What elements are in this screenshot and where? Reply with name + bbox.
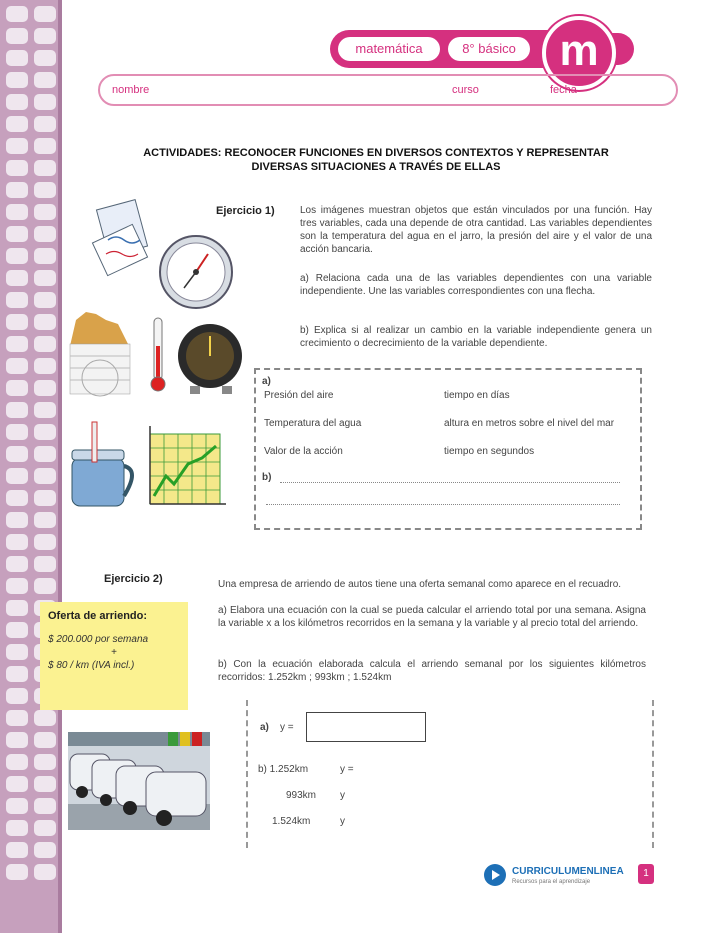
answer-row-3-km: 1.524km [272,816,311,827]
binder-hole [34,226,56,242]
binder-hole [34,798,56,814]
binder-hole [6,754,28,770]
binder-hole [6,6,28,22]
binder-hole [6,402,28,418]
binder-hole [6,226,28,242]
binder-hole [6,600,28,616]
answer-row-1-y: y = [340,764,354,775]
binder-holes [6,6,56,880]
binder-hole [34,270,56,286]
binder-hole [34,842,56,858]
binder-hole [34,358,56,374]
binder-hole [34,402,56,418]
page-number: 1 [638,864,654,884]
binder-hole [34,380,56,396]
binder-hole [6,138,28,154]
binder-strip [0,0,62,933]
offer-plus: + [111,647,117,658]
binder-hole [6,688,28,704]
binder-hole [6,776,28,792]
worksheet-title [96,146,656,174]
binder-hole [34,754,56,770]
answer-row-2-km: 993km [286,790,317,801]
binder-hole [6,842,28,858]
grade-pill: 8° básico [448,37,530,61]
binder-hole [34,50,56,66]
binder-hole [34,512,56,528]
binder-hole [34,732,56,748]
binder-hole [6,424,28,440]
binder-hole [6,798,28,814]
answer-line-1[interactable] [280,482,620,483]
binder-hole [6,732,28,748]
answer-line-2[interactable] [266,504,620,505]
exercise1-illustrations [66,196,256,516]
binder-hole [6,864,28,880]
binder-hole [34,116,56,132]
binder-hole [34,248,56,264]
thermometer-icon [151,318,165,391]
binder-hole [6,336,28,352]
date-label: fecha [550,84,577,96]
exercise1-label: Ejercicio 1) [216,205,275,217]
footer-subtitle: Recursos para el aprendizaje [512,879,591,885]
binder-hole [6,270,28,286]
answer-b-label: b) 1.252km [258,764,309,775]
subject-pill: matemática [338,37,440,61]
offer-title: Oferta de arriendo: [48,610,148,622]
binder-hole [6,204,28,220]
binder-hole [6,94,28,110]
binder-hole [6,710,28,726]
binder-hole [6,116,28,132]
equation-answer-box[interactable] [306,712,426,742]
binder-hole [34,534,56,550]
cars-photo [68,732,210,830]
binder-hole [6,468,28,484]
binder-hole [34,314,56,330]
line-graph-icon [150,426,226,504]
part-a-label: a) [262,376,271,387]
student-info-bar [98,74,678,106]
binder-hole [34,204,56,220]
binder-hole [34,6,56,22]
binder-hole [34,776,56,792]
binder-hole [34,72,56,88]
binder-hole [34,336,56,352]
independent-var-2: altura en metros sobre el nivel del mar [444,418,615,429]
binder-hole [34,820,56,836]
binder-hole [6,446,28,462]
binder-hole [6,556,28,572]
offer-weekly-price: $ 200.000 por semana [48,634,149,645]
binder-hole [34,490,56,506]
kettle-icon [72,422,132,506]
exercise2-task-a: a) Elabora una ecuación con la cual se pueda calcular el arriendo total por una semana. Asigna la variable x a los kilómetros recorridos en la semana y la variable y al precio total del arriendo. [218,605,646,629]
binder-hole [6,820,28,836]
stopwatch-icon [178,324,242,394]
binder-hole [6,358,28,374]
offer-per-km-price: $ 80 / km (IVA incl.) [48,660,135,671]
binder-hole [6,578,28,594]
binder-hole [6,248,28,264]
binder-hole [34,446,56,462]
answer-row-3-y: y [340,816,345,827]
exercise2-intro: Una empresa de arriendo de autos tiene una oferta semanal como aparece en el recuadro. [218,579,622,590]
binder-hole [6,512,28,528]
binder-hole [34,424,56,440]
name-label: nombre [112,84,150,96]
play-icon [484,864,506,886]
binder-edge [58,0,62,933]
binder-hole [6,666,28,682]
binder-hole [6,534,28,550]
title-line-1: ACTIVIDADES: RECONOCER FUNCIONES EN DIVERSOS CONTEXTOS Y REPRESENTAR [143,147,609,159]
binder-hole [34,292,56,308]
binder-hole [6,28,28,44]
binder-hole [34,468,56,484]
binder-hole [6,622,28,638]
binder-hole [6,182,28,198]
footer-brand: CURRICULUMENLINEA [512,866,624,877]
binder-hole [34,94,56,110]
dependent-var-3: Valor de la acción [264,446,343,457]
binder-hole [34,160,56,176]
binder-hole [34,864,56,880]
binder-hole [34,138,56,154]
dependent-var-1: Presión del aire [264,390,334,401]
binder-hole [6,160,28,176]
exercise1-task-b: b) Explica si al realizar un cambio en la variable independiente genera un crecimiento o decrecimiento de la variable dependiente. [300,325,652,349]
exercise1-intro: Los imágenes muestran objetos que están vinculados por una función. Hay tres variables, cada una depende de otra cantidad. Las variables dependientes son la temperatura del agua en el jarro, la presión del aire y el valor de una acción bancaria. [300,205,652,255]
course-label: curso [452,84,479,96]
barometer-icon [160,236,232,308]
binder-hole [34,182,56,198]
exercise2-task-b: b) Con la ecuación elaborada calcula el arriendo semanal por los siguientes kilómetros recorridos: 1.252km ; 993km ; 1.524km [218,659,646,683]
dependent-var-2: Temperatura del agua [264,418,362,429]
answer-a-equation: y = [280,722,294,733]
exercise1-task-a: a) Relaciona cada una de las variables dependientes con una variable independiente. Une las variables correspondientes con una flecha. [300,273,652,297]
exercise2-label: Ejercicio 2) [104,573,163,585]
rental-offer-box [40,602,188,710]
binder-hole [34,578,56,594]
binder-hole [34,28,56,44]
stock-chart-icon [70,312,130,396]
m-logo: m [542,16,616,90]
part-b-label: b) [262,472,272,483]
binder-hole [6,72,28,88]
binder-hole [6,292,28,308]
binder-hole [34,556,56,572]
binder-hole [6,644,28,660]
independent-var-3: tiempo en segundos [444,446,535,457]
title-line-2: DIVERSAS SITUACIONES A TRAVÉS DE ELLAS [251,161,501,173]
binder-hole [34,710,56,726]
weather-map-icon [92,200,147,276]
answer-a-label: a) [260,722,269,733]
binder-hole [6,314,28,330]
binder-hole [6,380,28,396]
independent-var-1: tiempo en días [444,390,510,401]
exercise1-answer-box [254,368,642,530]
binder-hole [6,50,28,66]
answer-row-2-y: y [340,790,345,801]
binder-hole [6,490,28,506]
